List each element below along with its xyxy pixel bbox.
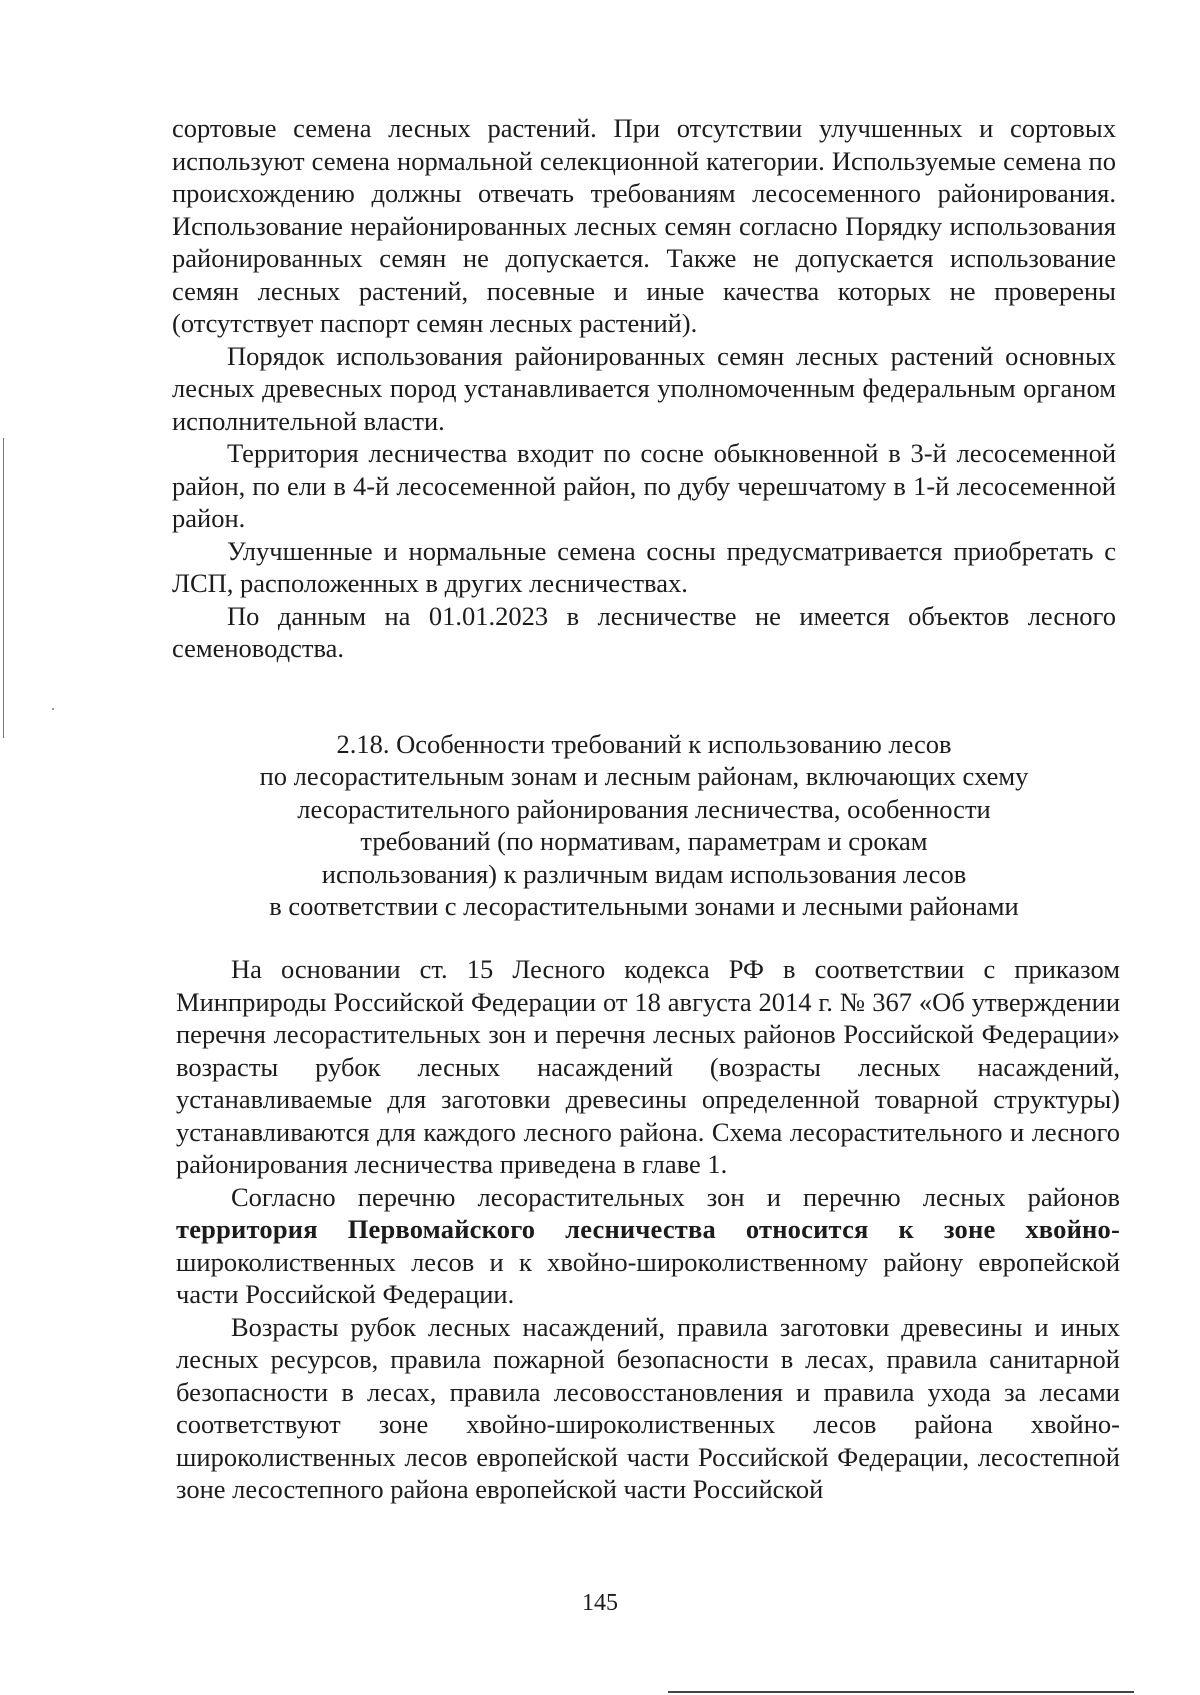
- heading-line: лесорастительного районирования лесничества, особенности: [297, 793, 991, 824]
- heading-line: использования) к различным видам использования лесов: [321, 858, 967, 889]
- page-number: 145: [582, 1590, 618, 1616]
- scan-edge-line: [3, 438, 4, 738]
- text-block-seeds: [172, 112, 1116, 665]
- text-block-zones: [176, 953, 1120, 1506]
- paragraph-text: широколиственных лесов и к хвойно-широколиственному району европейской части Российской Федерации.: [176, 1246, 1120, 1309]
- paragraph: Возрасты рубок лесных насаждений, правила заготовки древесины и иных лесных ресурсов, правила пожарной безопасности в лесах, правила санитарной безопасности в лесах, правила лесовосстановления и правила ухода за лесами соответствуют зоне хвойно-широколиственных лесов района хвойно-широколиственных лесов европейской части Российской Федерации, лесостепной зоне лесостепного района европейской части Российской: [176, 1311, 1120, 1504]
- heading-line: по лесорастительным зонам и лесным районам, включающих схему: [259, 761, 1029, 792]
- heading-line: требований (по нормативам, параметрам и срокам: [360, 826, 928, 857]
- paragraph: Территория лесничества входит по сосне обыкновенной в 3-й лесосеменной район, по ели в 4-й лесосеменной район, по дубу черешчатому в 1-й лесосеменной район.: [172, 438, 1116, 533]
- paragraph: По данным на 01.01.2023 в лесничестве не имеется объектов лесного семеноводства.: [172, 600, 1116, 663]
- paragraph-text: Согласно перечню лесорастительных зон и перечню лесных районов: [231, 1181, 1120, 1212]
- paragraph: Порядок использования районированных семян лесных растений основных лесных древесных пород устанавливается уполномоченным федеральным органом исполнительной власти.: [172, 340, 1116, 436]
- section-heading: [172, 728, 1116, 922]
- scan-bottom-line: [668, 1691, 1134, 1693]
- paragraph: [176, 1181, 1120, 1311]
- paragraph: Улучшенные и нормальные семена сосны предусматривается приобретать с ЛСП, расположенных в других лесничествах.: [172, 535, 1116, 598]
- heading-line: в соответствии с лесорастительными зонами и лесными районами: [269, 891, 1019, 922]
- paragraph: На основании ст. 15 Лесного кодекса РФ в соответствии с приказом Минприроды Российской Федерации от 18 августа 2014 г. № 367 «Об утверждении перечня лесорастительных зон и перечня лесных районов Российской Федерации» возрасты рубок лесных насаждений (возрасты лесных насаждений, устанавливаемые для заготовки древесины определенной товарной структуры) устанавливаются для каждого лесного района. Схема лесорастительного и лесного районирования лесничества приведена в главе 1.: [176, 954, 1120, 1179]
- scan-speck: [52, 708, 54, 710]
- paragraph: сортовые семена лесных растений. При отсутствии улучшенных и сортовых используют семена нормальной селекционной категории. Используемые семена по происхождению должны отвечать требованиям лесосеменного районирования. Использование нерайонированных лесных семян согласно Порядку использования районированных семян не допускается. Также не допускается использование семян лесных растений, посевные и иные качества которых не проверены (отсутствует паспорт семян лесных растений).: [172, 113, 1116, 338]
- heading-line: 2.18. Особенности требований к использованию лесов: [336, 729, 952, 759]
- bold-phrase: территория Первомайского лесничества относится к зоне хвойно-: [176, 1214, 1120, 1244]
